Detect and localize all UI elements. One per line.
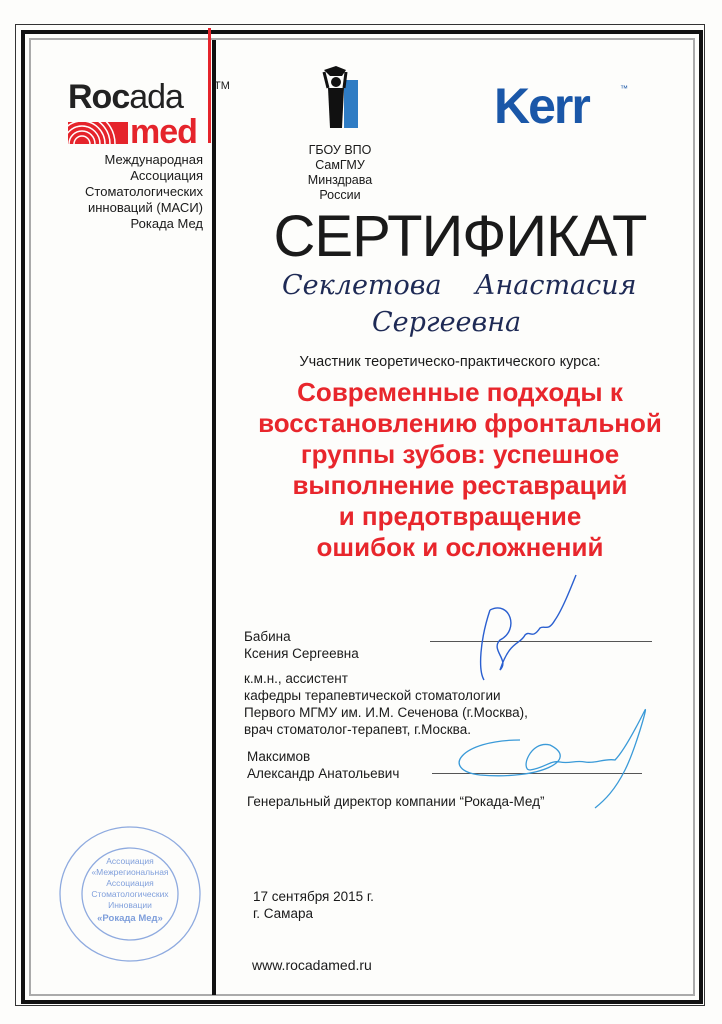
recipient-surname: Секлетова [282,270,442,301]
svg-text:Ассоциация: Ассоциация [106,878,154,888]
association-name [50,152,203,232]
organization-stamp [55,822,205,967]
signatory1-surname: Бабина [244,629,291,644]
details-line: врач стоматолог-терапевт, г.Москва. [244,722,471,737]
kerr-logo: Kerr [494,78,589,134]
issue-city: г. Самара [253,906,313,921]
participant-label: Участник теоретическо-практического курса: [299,354,601,370]
rocada-logo: Rocada [68,78,183,116]
svg-text:«Межрегиональная: «Межрегиональная [91,867,169,877]
signatory1-given-name: Ксения Сергеевна [244,646,359,661]
association-line: Ассоциация [130,168,203,183]
certificate-title: СЕРТИФИКАТ [273,204,647,269]
recipient-patronymic: Сергеевна [372,307,522,338]
course-line: Современные подходы к [297,377,623,407]
svg-text:Стоматологических: Стоматологических [91,889,169,899]
trademark: TM [214,80,230,92]
university-emblem-icon [316,58,366,136]
rocada-med-text: med [130,113,197,151]
column-divider [212,40,216,995]
university-name [280,143,400,203]
logo-red-line [208,28,211,143]
course-line: выполнение реставраций [292,470,628,500]
details-line: Первого МГМУ им. И.М. Сеченова (г.Москва), [244,705,528,720]
signatory2-position: Генеральный директор компании “Рокада-Мед” [247,794,545,809]
svg-text:«Рокада Мед»: «Рокада Мед» [97,913,163,924]
university-line: ГБОУ ВПО [308,143,372,157]
website-link[interactable]: www.rocadamed.ru [252,957,372,973]
issue-date: 17 сентября 2015 г. [253,889,374,904]
details-line: кафедры терапевтической стоматологии [244,688,501,703]
recipient-name: Анастасия [475,270,637,301]
association-line: Международная [104,152,203,167]
svg-text:Инновации: Инновации [108,900,152,910]
svg-text:Ассоциация: Ассоциация [106,856,154,866]
association-line: инноваций (МАСИ) [87,200,203,215]
university-line: Минздрава [307,173,373,187]
course-title [220,377,700,563]
course-line: ошибок и осложнений [316,532,604,562]
details-line: к.м.н., ассистент [244,671,348,686]
signatory2-name [247,748,399,782]
waves-icon [68,122,128,144]
course-line: и предотвращение [338,501,582,531]
signatory1-name [244,628,359,662]
signatory2-given-name: Александр Анатольевич [247,766,400,781]
signatory2-surname: Максимов [247,749,311,764]
kerr-trademark: ™ [620,84,628,93]
association-line: Стоматологических [85,184,203,199]
course-line: восстановлению фронтальной [258,408,662,438]
association-line: Рокада Мед [130,216,203,231]
university-line: СамГМУ [315,158,365,172]
university-line: России [319,188,361,202]
course-line: группы зубов: успешное [300,439,620,469]
issue-info [253,888,374,922]
